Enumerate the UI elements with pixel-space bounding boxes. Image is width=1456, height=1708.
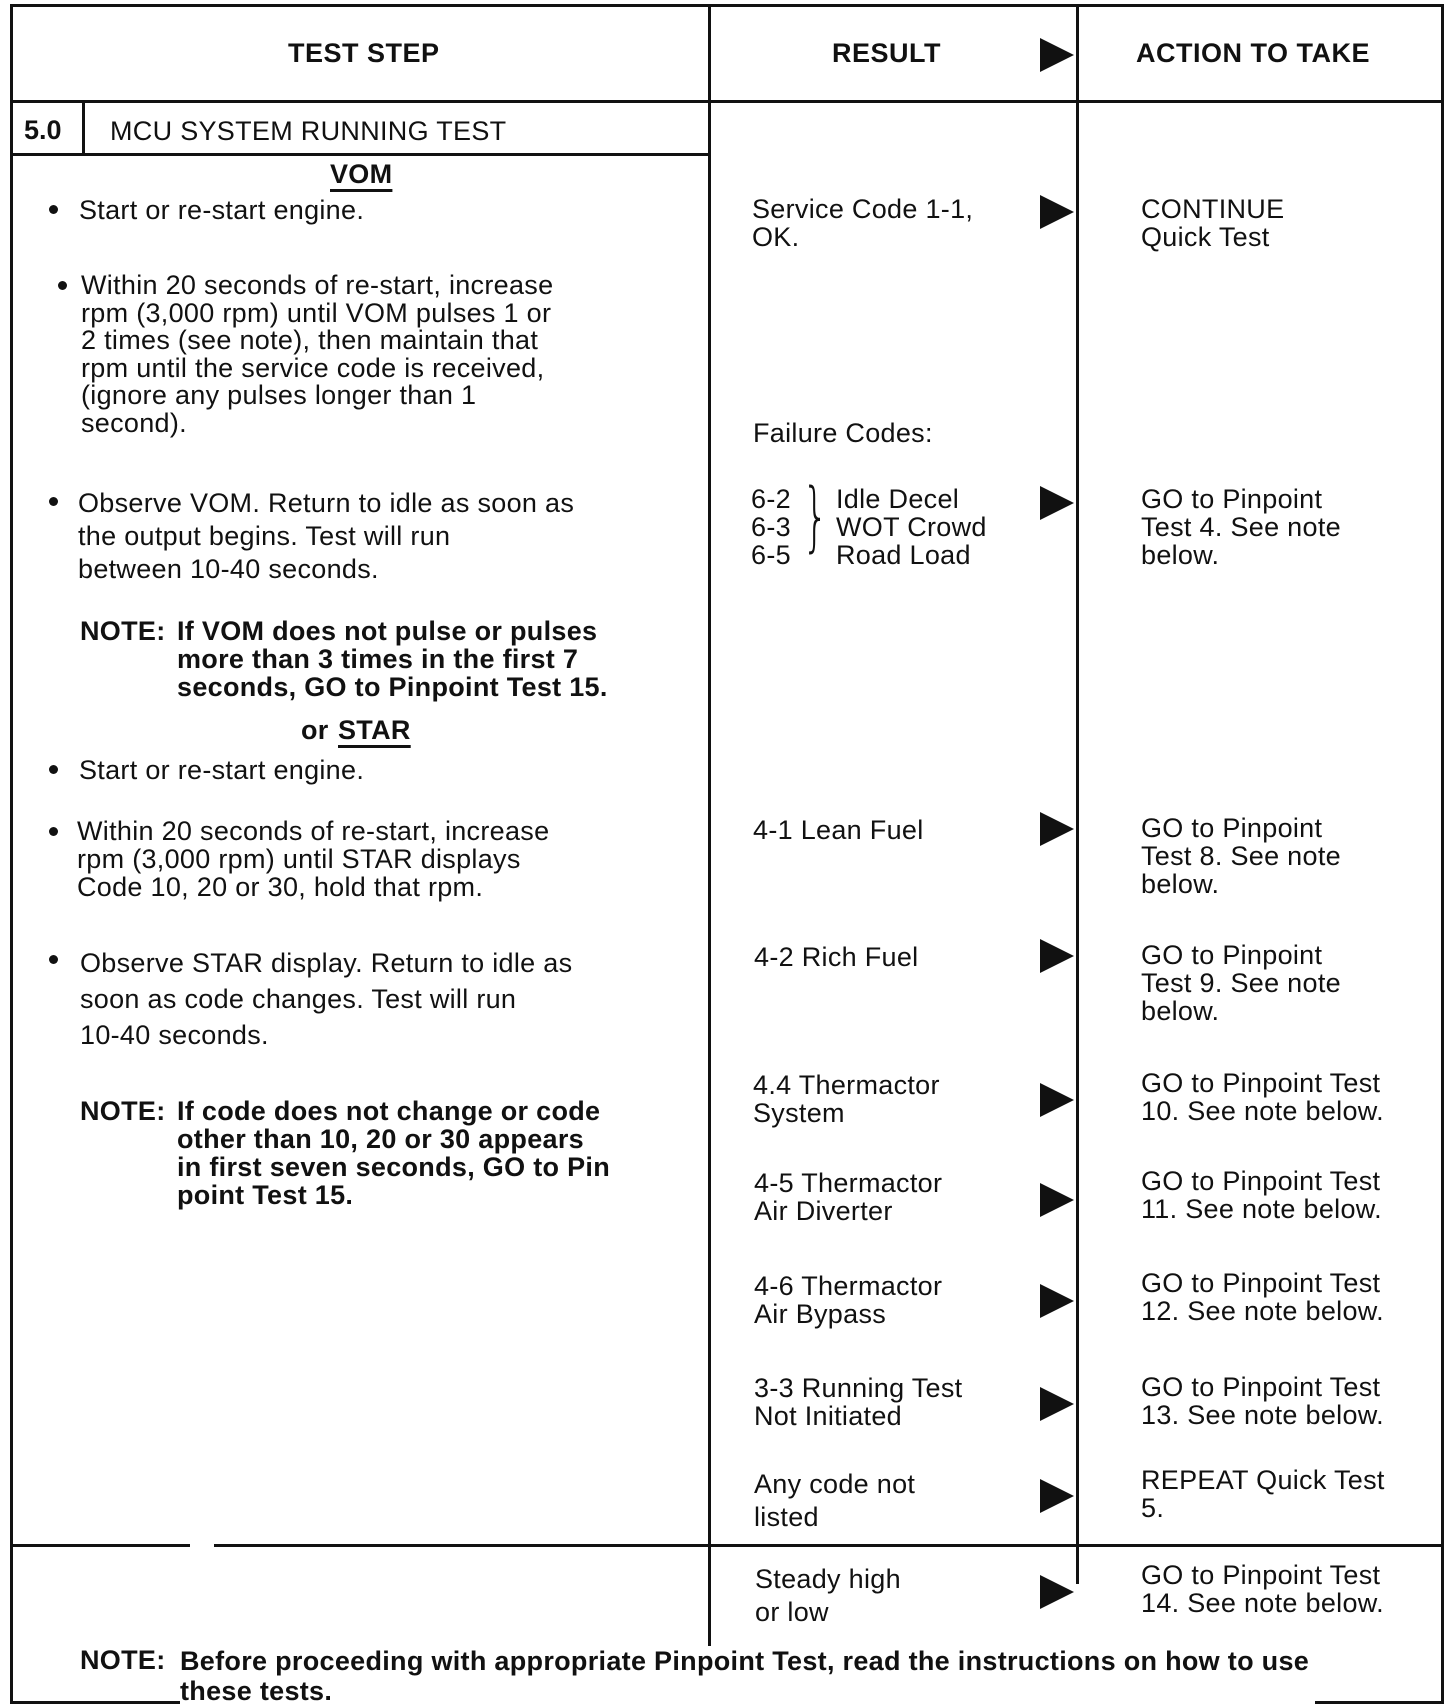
action-pinpoint-test-8: GO to Pinpoint Test 8. See note below. [1141, 813, 1341, 899]
bottom-rule-b [214, 1544, 1444, 1547]
bullet-icon [49, 497, 58, 506]
header-result: RESULT [832, 38, 941, 68]
vom-step-2: Within 20 seconds of re-start, increase rpm (3,000 rpm) until VOM pulses 1 or 2 times (see note), then maintain that rpm until the service code is received, (ignore any pulses longer than 1 second). [81, 270, 554, 438]
vom-heading: VOM [330, 159, 393, 189]
footer-note-label: NOTE: [80, 1645, 166, 1675]
header-test-step: TEST STEP [288, 38, 440, 68]
result-running-test-not-initiated: 3-3 Running Test Not Initiated [754, 1373, 963, 1431]
brace-icon: } [802, 471, 829, 560]
arrow-icon [1040, 1183, 1074, 1217]
header-rule [10, 100, 1444, 103]
bottom-rule-a [10, 1544, 190, 1547]
arrow-icon [1040, 1284, 1074, 1318]
or-text: or [301, 715, 329, 745]
arrow-icon [1040, 1479, 1074, 1513]
result-thermactor-system: 4.4 Thermactor System [753, 1070, 940, 1128]
bullet-icon [49, 955, 58, 964]
header-arrow-icon [1040, 38, 1074, 72]
action-continue-quick-test: CONTINUE Quick Test [1141, 194, 1285, 252]
star-step-2: Within 20 seconds of re-start, increase rpm (3,000 rpm) until STAR displays Code 10, 20 or 30, hold that rpm. [77, 816, 550, 902]
arrow-icon [1040, 486, 1074, 520]
footer-note-text: Before proceeding with appropriate Pinpoint Test, read the instructions on how to use these tests. [180, 1646, 1315, 1706]
step-number-divider [82, 100, 85, 155]
column-divider-right [1076, 4, 1079, 1584]
step-number: 5.0 [24, 115, 62, 145]
arrow-icon [1040, 939, 1074, 973]
vom-note-label: NOTE: [80, 616, 166, 646]
vom-step-1: Start or re-start engine. [79, 195, 365, 225]
result-thermactor-air-bypass: 4-6 Thermactor Air Bypass [754, 1271, 943, 1329]
bullet-icon [49, 205, 58, 214]
action-pinpoint-test-4: GO to Pinpoint Test 4. See note below. [1141, 484, 1341, 570]
column-divider-left [708, 4, 711, 1704]
action-pinpoint-test-10: GO to Pinpoint Test 10. See note below. [1141, 1068, 1384, 1126]
failure-code-names: Idle Decel WOT Crowd Road Load [836, 484, 987, 570]
failure-codes-label: Failure Codes: [753, 418, 933, 448]
action-pinpoint-test-13: GO to Pinpoint Test 13. See note below. [1141, 1372, 1384, 1430]
header-action: ACTION TO TAKE [1136, 38, 1370, 68]
vom-step-3: Observe VOM. Return to idle as soon as the output begins. Test will run between 10-40 seconds. [78, 488, 575, 584]
step-title-rule [10, 153, 708, 156]
arrow-icon [1040, 1387, 1074, 1421]
bullet-icon [49, 765, 58, 774]
action-pinpoint-test-14: GO to Pinpoint Test 14. See note below. [1141, 1560, 1384, 1618]
star-note-label: NOTE: [80, 1096, 166, 1126]
star-step-3: Observe STAR display. Return to idle as soon as code changes. Test will run 10-40 seconds. [80, 948, 573, 1050]
arrow-icon [1040, 1083, 1074, 1117]
result-lean-fuel: 4-1 Lean Fuel [753, 815, 924, 845]
arrow-icon [1040, 812, 1074, 846]
bullet-icon [49, 827, 58, 836]
result-service-code-ok: Service Code 1-1, OK. [752, 194, 974, 252]
vom-note-text: If VOM does not pulse or pulses more than 3 times in the first 7 seconds, GO to Pinpoint Test 15. [177, 616, 608, 702]
result-any-code-not-listed: Any code not listed [754, 1469, 916, 1532]
action-pinpoint-test-12: GO to Pinpoint Test 12. See note below. [1141, 1268, 1384, 1326]
result-rich-fuel: 4-2 Rich Fuel [754, 942, 919, 972]
action-pinpoint-test-9: GO to Pinpoint Test 9. See note below. [1141, 940, 1341, 1026]
bullet-icon [58, 281, 67, 290]
action-pinpoint-test-11: GO to Pinpoint Test 11. See note below. [1141, 1166, 1382, 1224]
star-heading: STAR [338, 715, 411, 745]
action-repeat-quick-test: REPEAT Quick Test 5. [1141, 1465, 1385, 1523]
arrow-icon [1040, 195, 1074, 229]
step-title: MCU SYSTEM RUNNING TEST [110, 116, 507, 146]
star-note-text: If code does not change or code other than 10, 20 or 30 appears in first seven seconds, GO to Pin point Test 15. [177, 1096, 611, 1210]
failure-code-numbers: 6-2 6-3 6-5 [751, 484, 791, 570]
star-step-1: Start or re-start engine. [79, 755, 365, 785]
result-thermactor-air-diverter: 4-5 Thermactor Air Diverter [754, 1168, 943, 1226]
arrow-icon [1040, 1575, 1074, 1609]
result-steady-high-or-low: Steady high or low [755, 1564, 901, 1627]
